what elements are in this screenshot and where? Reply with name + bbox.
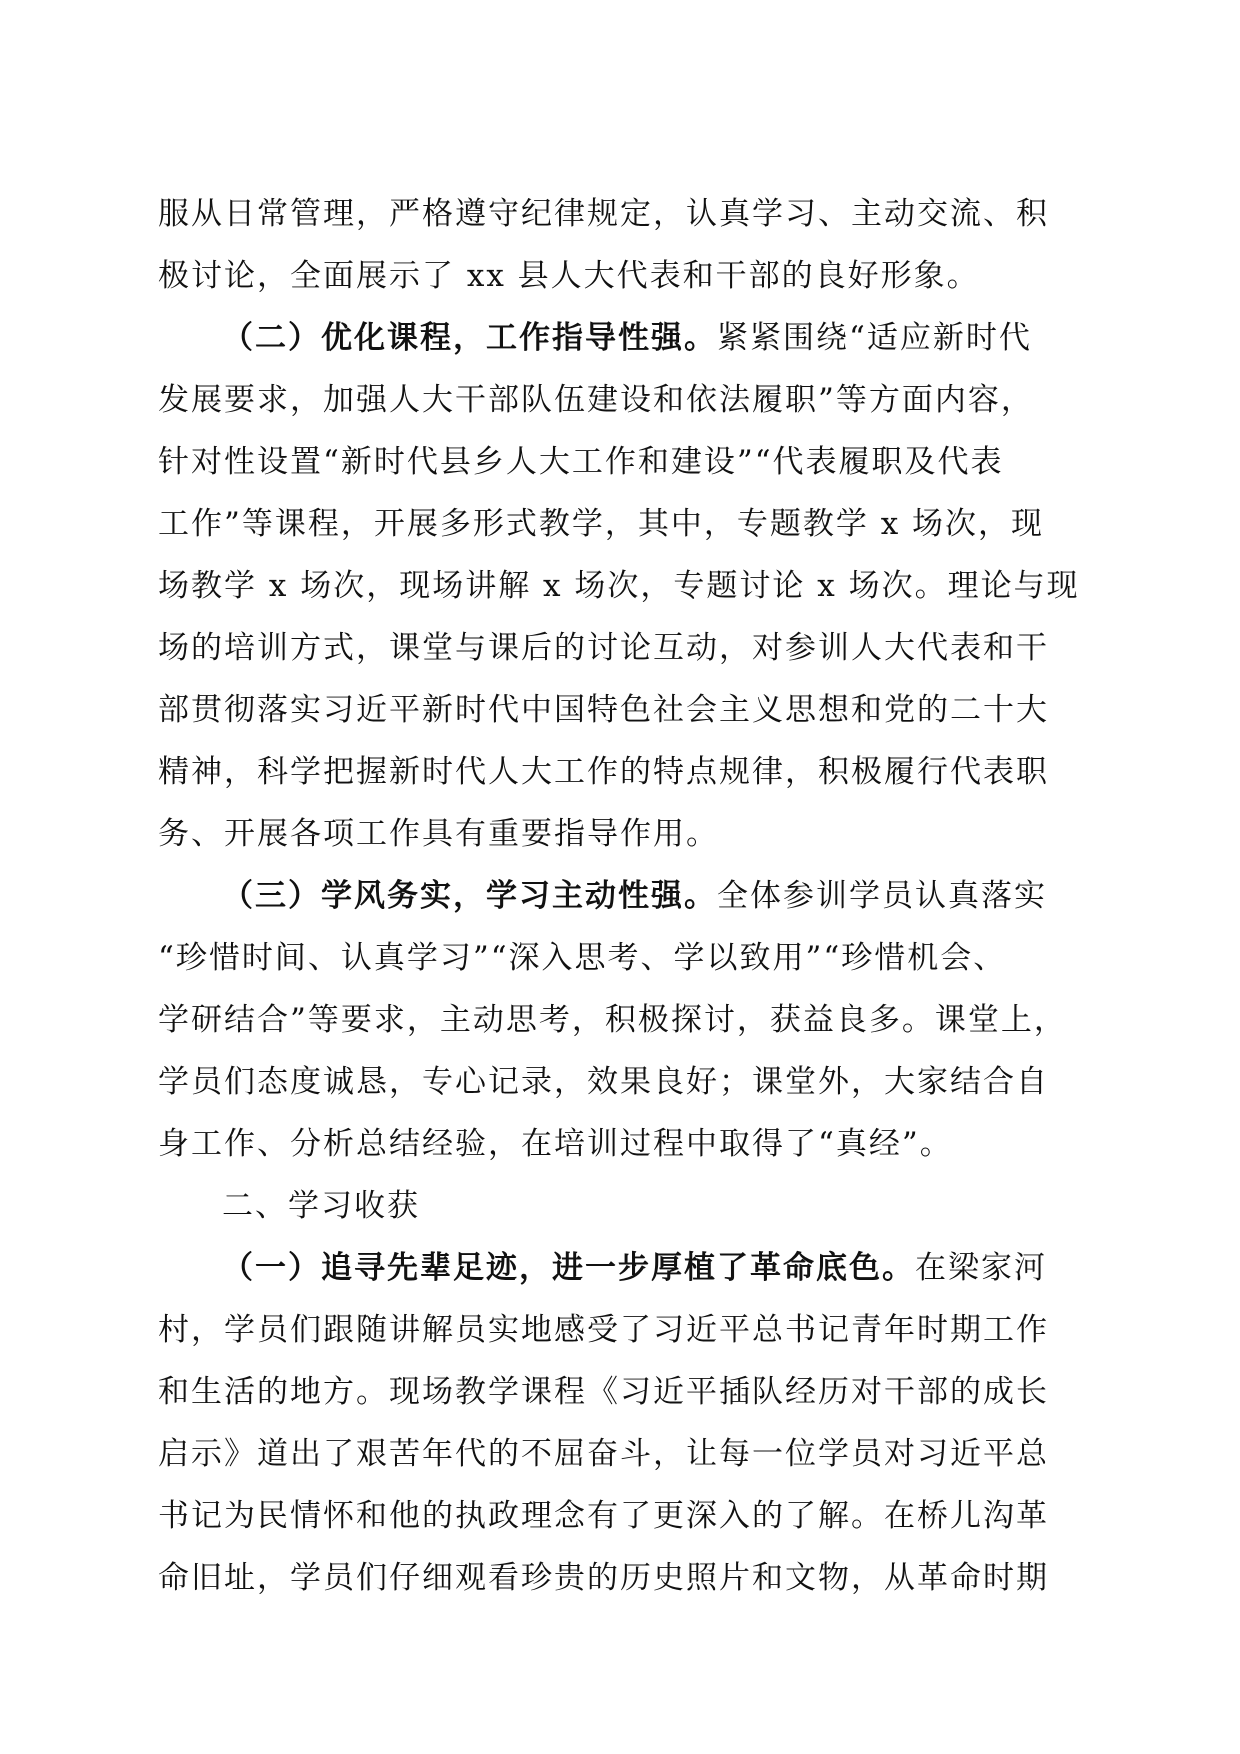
chapter-heading: 二、学习收获 bbox=[222, 1188, 420, 1224]
text-line: 针对性设置“新时代县乡人大工作和建设”“代表履职及代表 bbox=[158, 444, 1004, 480]
paragraph-text: 紧紧围绕“适应新时代 bbox=[717, 320, 1032, 356]
text-line: 务、开展各项工作具有重要指导作用。 bbox=[158, 816, 719, 852]
text-line: 服从日常管理，严格遵守纪律规定，认真学习、主动交流、积 bbox=[158, 196, 1049, 232]
document-body bbox=[158, 183, 1086, 1609]
text-line: 场教学 x 场次，现场讲解 x 场次，专题讨论 x 场次。理论与现 bbox=[158, 568, 1080, 604]
section-heading: （一）追寻先辈足迹，进一步厚植了革命底色。 bbox=[222, 1250, 915, 1286]
text-line: 精神，科学把握新时代人大工作的特点规律，积极履行代表职 bbox=[158, 754, 1049, 790]
text-line: 启示》道出了艰苦年代的不屈奋斗，让每一位学员对习近平总 bbox=[158, 1436, 1049, 1472]
paragraph-start-line bbox=[158, 307, 1086, 369]
section-heading: （二）优化课程，工作指导性强。 bbox=[222, 320, 717, 356]
text-line: 学研结合”等要求，主动思考，积极探讨，获益良多。课堂上， bbox=[158, 1002, 1067, 1038]
text-line: 部贯彻落实习近平新时代中国特色社会主义思想和党的二十大 bbox=[158, 692, 1049, 728]
paragraph-start-line bbox=[158, 1237, 1086, 1299]
text-line: 命旧址，学员们仔细观看珍贵的历史照片和文物，从革命时期 bbox=[158, 1560, 1049, 1596]
text-line: 身工作、分析总结经验，在培训过程中取得了“真经”。 bbox=[158, 1126, 953, 1162]
text-line: 发展要求，加强人大干部队伍建设和依法履职”等方面内容， bbox=[158, 382, 1034, 418]
text-line: 和生活的地方。现场教学课程《习近平插队经历对干部的成长 bbox=[158, 1374, 1049, 1410]
text-line: 书记为民情怀和他的执政理念有了更深入的了解。在桥儿沟革 bbox=[158, 1498, 1049, 1534]
text-line: 学员们态度诚恳，专心记录，效果良好；课堂外，大家结合自 bbox=[158, 1064, 1049, 1100]
section-heading: （三）学风务实，学习主动性强。 bbox=[222, 878, 717, 914]
paragraph-start-line bbox=[158, 865, 1086, 927]
text-line: 极讨论，全面展示了 xx 县人大代表和干部的良好形象。 bbox=[158, 258, 980, 294]
text-line: “珍惜时间、认真学习”“深入思考、学以致用”“珍惜机会、 bbox=[158, 940, 1007, 976]
text-line: 工作”等课程，开展多形式教学，其中，专题教学 x 场次，现 bbox=[158, 506, 1045, 542]
paragraph-text: 在梁家河 bbox=[915, 1250, 1047, 1286]
text-line: 村，学员们跟随讲解员实地感受了习近平总书记青年时期工作 bbox=[158, 1312, 1049, 1348]
text-line: 场的培训方式，课堂与课后的讨论互动，对参训人大代表和干 bbox=[158, 630, 1049, 666]
paragraph-text: 全体参训学员认真落实 bbox=[717, 878, 1047, 914]
